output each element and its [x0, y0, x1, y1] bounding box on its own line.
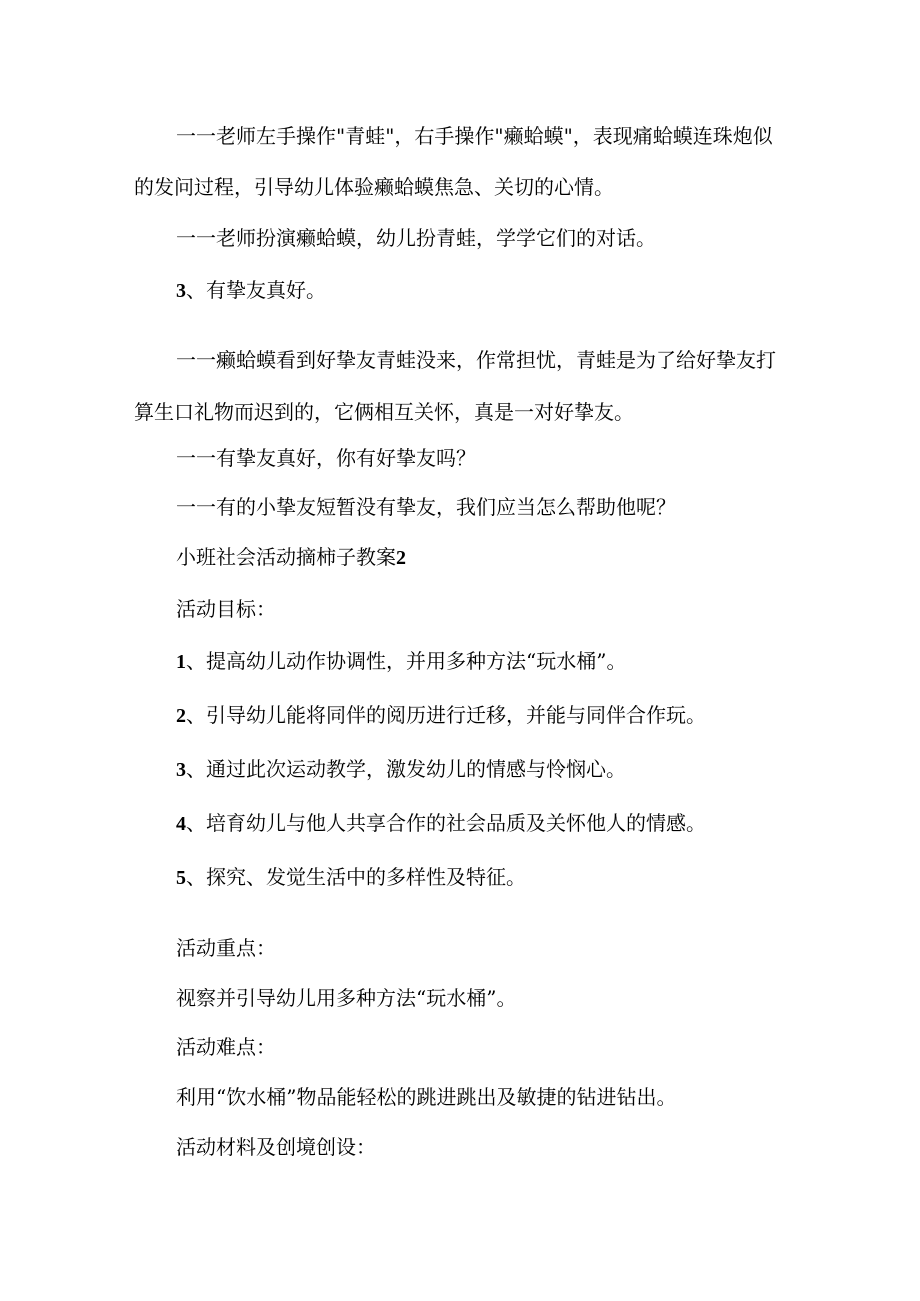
- key-points-heading: 活动重点：: [176, 936, 276, 960]
- key-points-text: 视察并引导幼儿用多种方法“玩水桶”。: [176, 986, 517, 1010]
- lesson-title-text: 小班社会活动摘柿子教案: [176, 545, 396, 569]
- goal-text: 、探究、发觉生活中的多样性及特征。: [186, 865, 526, 889]
- goal-text: 、通过此次运动教学，激发幼儿的情感与怜悯心。: [186, 757, 626, 781]
- goal-number: 3: [176, 759, 186, 781]
- goals-heading: 活动目标：: [176, 597, 276, 621]
- paragraph-3-line-2: 算生口礼物而迟到的，它俩相互关怀，真是一对好挚友。: [134, 400, 634, 424]
- paragraph-1-line-1: 一一老师左手操作"青蛙"，右手操作"癞蛤蟆"，表现痛蛤蟆连珠炮似: [176, 124, 773, 148]
- difficulty-text: 利用“饮水桶”物品能轻松的跳进跳出及敏捷的钻进钻出。: [176, 1085, 677, 1109]
- materials-heading: 活动材料及创境创设：: [176, 1135, 376, 1159]
- paragraph-5: 一一有的小挚友短暂没有挚友，我们应当怎么帮助他呢？: [176, 495, 676, 519]
- section-3-heading: [176, 276, 326, 305]
- goal-item-1: [176, 647, 626, 676]
- goal-item-5: [176, 863, 526, 892]
- goal-text: 、提高幼儿动作协调性，并用多种方法“玩水桶”。: [186, 649, 627, 673]
- paragraph-2: 一一老师扮演癞蛤蟆，幼儿扮青蛙，学学它们的对话。: [176, 226, 656, 250]
- goal-text: 、培育幼儿与他人共享合作的社会品质及关怀他人的情感。: [186, 811, 706, 835]
- paragraph-3-line-1: 一一癞蛤蟆看到好挚友青蛙没来，作常担忧，青蛙是为了给好挚友打: [176, 348, 776, 372]
- paragraph-4: 一一有挚友真好，你有好挚友吗？: [176, 446, 476, 470]
- goal-item-3: [176, 755, 626, 784]
- goal-item-4: [176, 809, 706, 838]
- lesson-title-number: 2: [396, 547, 406, 569]
- goal-number: 2: [176, 705, 186, 727]
- section-3-text: 、有挚友真好。: [186, 278, 326, 302]
- goal-number: 1: [176, 651, 186, 673]
- section-3-number: 3: [176, 280, 186, 302]
- paragraph-1-line-2: 的发问过程，引导幼儿体验癞蛤蟆焦急、关切的心情。: [134, 175, 614, 199]
- difficulty-heading: 活动难点：: [176, 1035, 276, 1059]
- lesson-title-2: [176, 543, 406, 572]
- goal-number: 4: [176, 813, 186, 835]
- goal-item-2: [176, 701, 706, 730]
- goal-text: 、引导幼儿能将同伴的阅历进行迁移，并能与同伴合作玩。: [186, 703, 706, 727]
- goal-number: 5: [176, 867, 186, 889]
